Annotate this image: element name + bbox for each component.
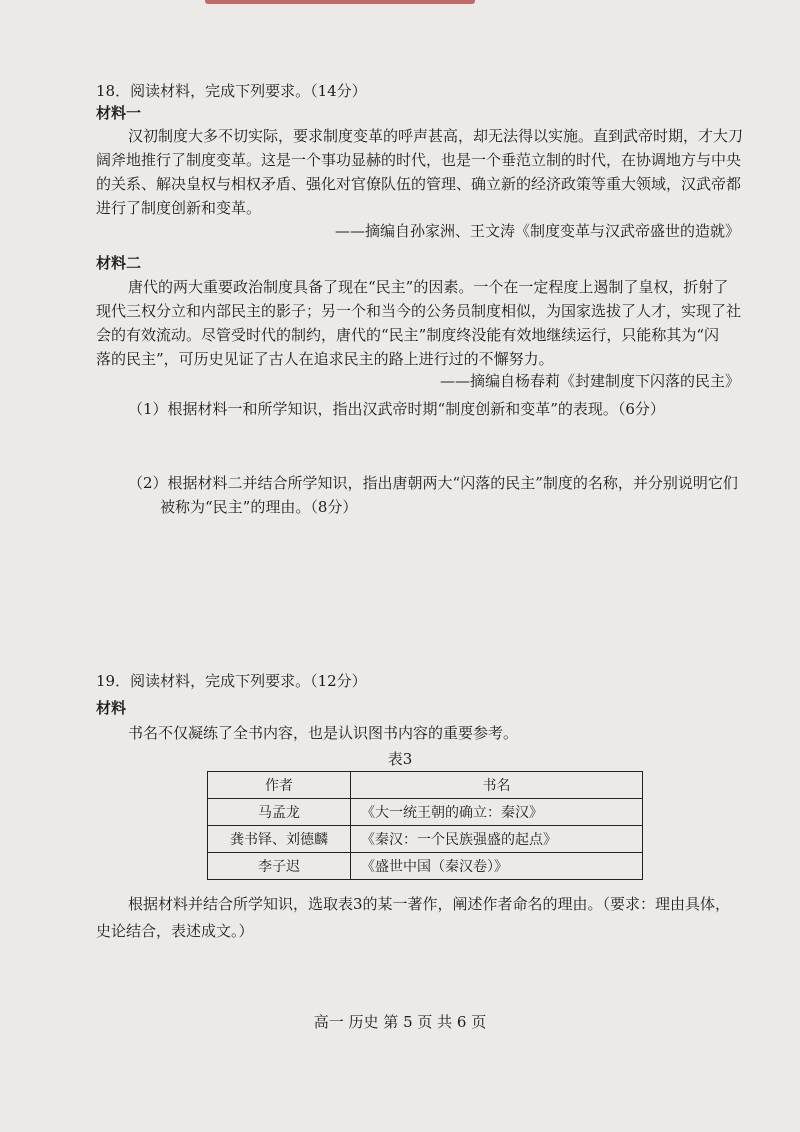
author-cell: 李子迟 [208,853,351,880]
q19-task-cont: 史论结合，表述成文。） [96,922,254,940]
col-author-header: 作者 [208,772,351,799]
q18-m2-line: 现代三权分立和内部民主的影子；另一个和当今的公务员制度相似，为国家选拔了人才，实现了社 [96,302,742,320]
q18-m1-line: 的关系、解决皇权与相权矛盾、强化对官僚队伍的管理、确立新的经济政策等重大领域，汉武帝都 [96,175,742,193]
q18-sub2: （2）根据材料二并结合所学知识，指出唐朝两大“闪落的民主”制度的名称，并分别说明它们 [128,474,738,492]
q19-material-label: 材料 [96,699,127,717]
table-row [208,826,643,853]
books-table [207,771,643,880]
q19-intro: 书名不仅凝练了全书内容，也是认识图书内容的重要参考。 [128,724,519,742]
q18-m2-line: 落的民主”，可历史见证了古人在追求民主的路上进行过的不懈努力。 [96,350,554,368]
q19-task: 根据材料并结合所学知识，选取表3的某一著作，阐述作者命名的理由。（要求：理由具体， [128,895,731,913]
q18-m2-line: 唐代的两大重要政治制度具备了现在“民主”的因素。一个在一定程度上遏制了皇权，折射了 [128,278,729,296]
q18-m1-line: 汉初制度大多不切实际，要求制度变革的呼声甚高，却无法得以实施。直到武帝时期，才大刀 [128,127,744,145]
author-cell: 马孟龙 [208,799,351,826]
q18-sub2-cont: 被称为“民主”的理由。（8分） [160,498,358,516]
col-title-header: 书名 [351,772,643,799]
q18-m2-line: 会的有效流动。尽管受时代的制约，唐代的“民主”制度终没能有效地继续运行，只能称其为“闪 [96,326,720,344]
q19-header: 19．阅读材料，完成下列要求。（12分） [96,672,367,690]
table-header-row [208,772,643,799]
q18-m2-source: ——摘编自杨春莉《封建制度下闪落的民主》 [439,372,740,390]
red-mark [205,0,475,4]
table-title: 表3 [387,750,413,768]
page-footer: 高一 历史 第 5 页 共 6 页 [313,1013,487,1031]
q18-sub1: （1）根据材料一和所学知识，指出汉武帝时期“制度创新和变革”的表现。（6分） [128,400,665,418]
title-cell: 《秦汉：一个民族强盛的起点》 [351,826,643,853]
title-cell: 《盛世中国（秦汉卷）》 [351,853,643,880]
table-row [208,799,643,826]
table-row [208,853,643,880]
q18-m1-line: 阔斧地推行了制度变革。这是一个事功显赫的时代，也是一个垂范立制的时代，在协调地方与中央 [96,151,742,169]
q18-material1-label: 材料一 [96,104,142,122]
title-cell: 《大一统王朝的确立：秦汉》 [351,799,643,826]
author-cell: 龚书铎、刘德麟 [208,826,351,853]
q18-m1-line: 进行了制度创新和变革。 [96,199,262,217]
q18-material2-label: 材料二 [96,254,142,272]
q18-header: 18．阅读材料，完成下列要求。（14分） [96,82,367,100]
q18-m1-source: ——摘编自孙家洲、王文涛《制度变革与汉武帝盛世的造就》 [334,222,740,240]
